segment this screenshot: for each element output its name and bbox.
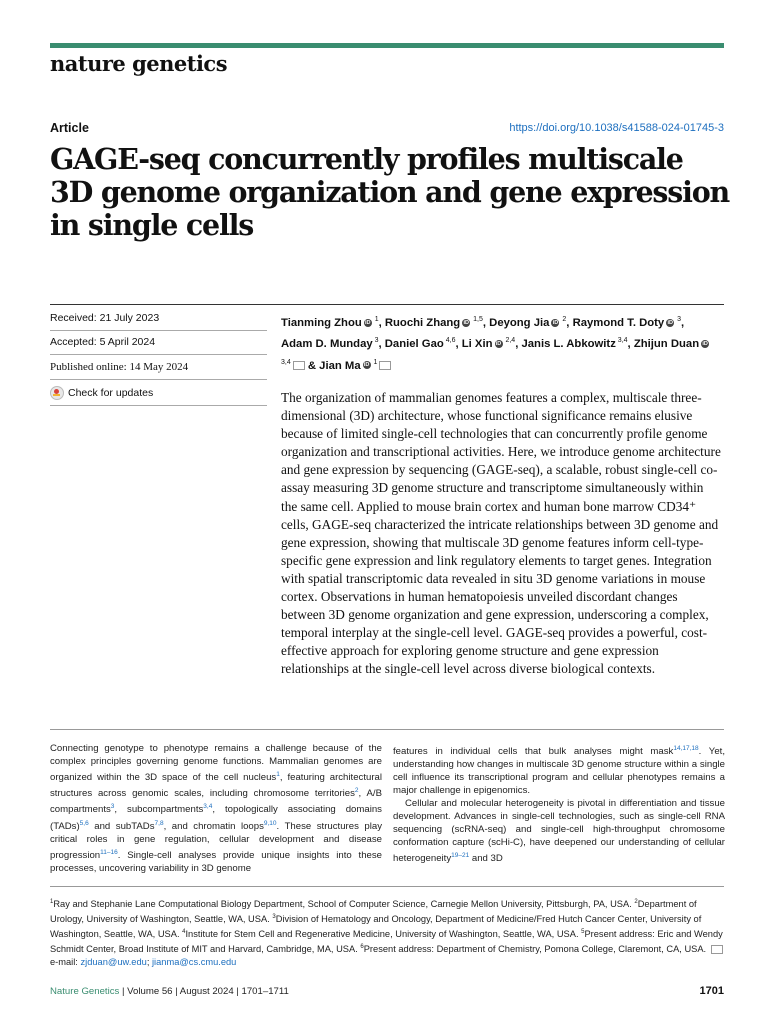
footer-journal: Nature Genetics — [50, 986, 120, 997]
orcid-icon[interactable]: iD — [552, 319, 559, 326]
citation-link[interactable]: 3,4 — [203, 803, 213, 811]
body-column-left: Connecting genotype to phenotype remains a challenge because of the complex principles governing genome functions. Mammalian genomes are organized within the 3D space of the cell nucleus$^1$, featuring architectural structures across genomic scales, including chromosome territories$^2$, A/B compartments$^3$, subcompartments$^{3,4}$, topologically associating domains (TADs)$^{5,6}$ and subTADs$^{7,8}$, and chromatin loops$^{9,10}$. These structures play critical roles in gene regulation, cellular development and disease progression$^{11-16}$. Single-cell analyses provide unique insights into these processes, uncovering variability in 3D genome — [50, 743, 383, 874]
meta-divider-top — [50, 304, 724, 305]
received-date: Received: 21 July 2023 — [50, 312, 160, 324]
body-divider — [50, 729, 724, 730]
author-affiliation: 4,6 — [443, 336, 456, 344]
journal-name: nature genetics — [50, 51, 228, 76]
citation-link[interactable]: 1 — [276, 771, 280, 778]
author-affiliation: 2,4 — [503, 336, 516, 344]
orcid-icon[interactable]: iD — [667, 319, 673, 326]
author-name[interactable]: Adam D. Munday — [281, 337, 373, 350]
meta-divider — [50, 354, 267, 355]
affiliation-3: Division of Hematology and Oncology, Department of Medicine/Fred Hutch Cancer Center, University of Washington, Seattle, WA, USA. — [50, 914, 702, 940]
meta-divider — [50, 330, 267, 331]
author-name[interactable]: Li Xin — [461, 337, 493, 350]
article-title: GAGE-seq concurrently profiles multiscale 3D genome organization and gene expression in single cells — [50, 142, 730, 242]
author-name[interactable]: Janis L. Abkowitz — [521, 337, 616, 350]
author-list: Tianming Zhou iD $^1$, Ruochi Zhang iD $^{1,5}$, Deyong Jia iD $^2$, Raymond T. Doty iD $^3$, Adam D. Munday $^3$, Daniel Gao $^{4,6}$, Li Xin iD $^{2,4}$, Janis L. Abkowitz $^{3,4}$, Zhijun Duan iD $^{3,4}$ & Jian Ma iD $^1$ — [281, 316, 708, 372]
abstract: The organization of mammalian genomes features a complex, multiscale three-dimensional (3D) architecture, whose functional significance remains elusive because of limited single-cell technologies that can concurrently profile genome organization and transcriptional activities. Here, we introduce genome architecture and gene expression by sequencing (GAGE-seq), a scalable, robust single-cell co-assay measuring 3D genome structure and transcriptome simultaneously within the same cell. Applied to mouse brain cortex and human bone marrow CD34⁺ cells, GAGE-seq characterized the intricate relationships between 3D genome and gene expression, showing that multiscale 3D genome features inform cell-type-specific gene expression and link regulatory elements to target genes. Integration with spatial transcriptomic data revealed in situ 3D genome variations in mouse cortex. Observations in human hematopoiesis unveiled discordant changes between 3D genome organization and gene expression, underscoring a complex, temporal interplay at the single-cell level. GAGE-seq provides a powerful, cost-effective approach for exploring genome structure and gene expression relationships at the single-cell level across diverse biological contexts. — [281, 390, 721, 677]
page-number: 1701 — [699, 985, 724, 997]
citation-link[interactable]: 19–21 — [451, 852, 470, 860]
email-link-ma[interactable]: jianma@cs.cmu.edu — [151, 957, 237, 968]
citation-link[interactable]: 7,8 — [154, 819, 164, 827]
check-updates-icon — [50, 386, 64, 400]
author-name[interactable]: Zhijun Duan — [633, 337, 700, 350]
envelope-icon — [711, 945, 723, 954]
author-name[interactable]: Tianming Zhou — [281, 316, 362, 329]
affiliation-2: Department of Urology, University of Washington, Seattle, WA, USA. — [50, 899, 697, 925]
email-label: e-mail: — [50, 957, 78, 968]
footer-citation — [50, 986, 289, 997]
body-paragraph: features in individual cells that bulk analyses might mask$^{14,17,18}$. Yet, understanding how changes in multiscale 3D genome structure within a single cell influence its transcriptional program and cellular phenotypes remains a major challenge in epigenomics. — [393, 745, 725, 797]
article-type-label: Article — [50, 121, 89, 135]
author-affiliation: 1 — [371, 358, 378, 366]
author-affiliation: 3 — [372, 336, 379, 344]
citation-link[interactable]: 9,10 — [263, 819, 277, 827]
orcid-icon[interactable]: iD — [365, 319, 371, 326]
author-name[interactable]: Jian Ma — [319, 359, 361, 372]
citation-link[interactable]: 11–16 — [100, 848, 118, 856]
body-paragraph: Cellular and molecular heterogeneity is pivotal in differentiation and tissue development. Advances in single-cell technologies, such as single-cell RNA sequencing (scRNA-seq) and single-cell high-throughput chromosome conformation capture (scHi-C), have deepened our understanding of cellular heterogeneity$^{19-21}$ and 3D — [393, 798, 725, 865]
author-name[interactable]: Ruochi Zhang — [384, 316, 461, 329]
citation-link[interactable]: 14,17,18 — [673, 745, 699, 752]
affiliation-6: Present address: Department of Chemistry, Pomona College, Claremont, CA, USA. — [363, 944, 707, 955]
author-affiliation: 1 — [372, 316, 379, 323]
envelope-icon[interactable] — [293, 361, 305, 370]
author-affiliation: 1,5 — [471, 316, 483, 323]
citation-link[interactable]: 5,6 — [79, 819, 89, 827]
orcid-icon[interactable]: iD — [702, 340, 708, 347]
doi-link[interactable]: https://doi.org/10.1038/s41588-024-01745-3 — [509, 122, 724, 134]
check-updates-label: Check for updates — [68, 387, 154, 399]
author-affiliation: 3,4 — [615, 336, 628, 344]
meta-divider — [50, 405, 267, 406]
citation-link[interactable]: 3 — [110, 803, 115, 811]
citation-link[interactable]: 2 — [354, 787, 359, 795]
author-name[interactable]: Daniel Gao — [384, 337, 444, 350]
author-affiliation: 2 — [560, 316, 567, 323]
footer-pages: 1701–1711 — [241, 986, 289, 997]
affiliation-4: Institute for Stem Cell and Regenerative Medicine, University of Washington, Seattle, WA, USA. — [185, 929, 579, 940]
footer-separator: | — [172, 986, 180, 997]
orcid-icon[interactable]: iD — [463, 319, 469, 326]
email-link-duan[interactable]: zjduan@uw.edu — [80, 957, 147, 968]
author-affiliation: 3,4 — [281, 358, 291, 366]
footer-volume: Volume 56 — [127, 986, 173, 997]
envelope-icon[interactable] — [379, 361, 391, 370]
orcid-icon[interactable]: iD — [495, 340, 502, 347]
author-name[interactable]: Deyong Jia — [489, 316, 550, 329]
orcid-icon[interactable]: iD — [363, 362, 370, 369]
author-name[interactable]: Raymond T. Doty — [572, 316, 665, 329]
published-date: Published online: 14 May 2024 — [50, 361, 189, 373]
footer-separator: | — [119, 986, 128, 997]
affiliation-1: Ray and Stephanie Lane Computational Biology Department, School of Computer Science, Carnegie Mellon University, Pittsburgh, PA, USA. — [53, 899, 632, 910]
footer-date: August 2024 — [179, 986, 234, 997]
header-accent-bar — [50, 43, 724, 48]
body-column-right — [393, 742, 725, 865]
author-affiliation: 3 — [675, 316, 682, 323]
affiliations: $^1$Ray and Stephanie Lane Computational Biology Department, School of Computer Science, Carnegie Mellon University, Pittsburgh, PA, USA. $^2$Department of Urology, University of Washington, Seattle, WA, USA. $^3$Division of Hematology and Oncology, Department of Medicine/Fred Hutch Cancer Center, University of Washington, Seattle, WA, USA. $^4$Institute for Stem Cell and Regenerative Medicine, University of Washington, Seattle, WA, USA. $^5$Present address: Eric and Wendy Schmidt Center, Broad Institute of MIT and Harvard, Cambridge, MA, USA. $^6$Present address: Department of Chemistry, Pomona College, Claremont, CA, USA. e-mail: zjduan@uw.edu; jianma@cs.cmu.edu — [50, 899, 723, 968]
check-for-updates-button[interactable] — [50, 386, 153, 400]
affiliation-5: Present address: Eric and Wendy Schmidt Center, Broad Institute of MIT and Harvard, Cambridge, MA, USA. — [50, 929, 723, 955]
footer-separator: | — [233, 986, 242, 997]
meta-divider — [50, 379, 267, 380]
footnote-divider — [50, 886, 724, 887]
accepted-date: Accepted: 5 April 2024 — [50, 336, 156, 348]
